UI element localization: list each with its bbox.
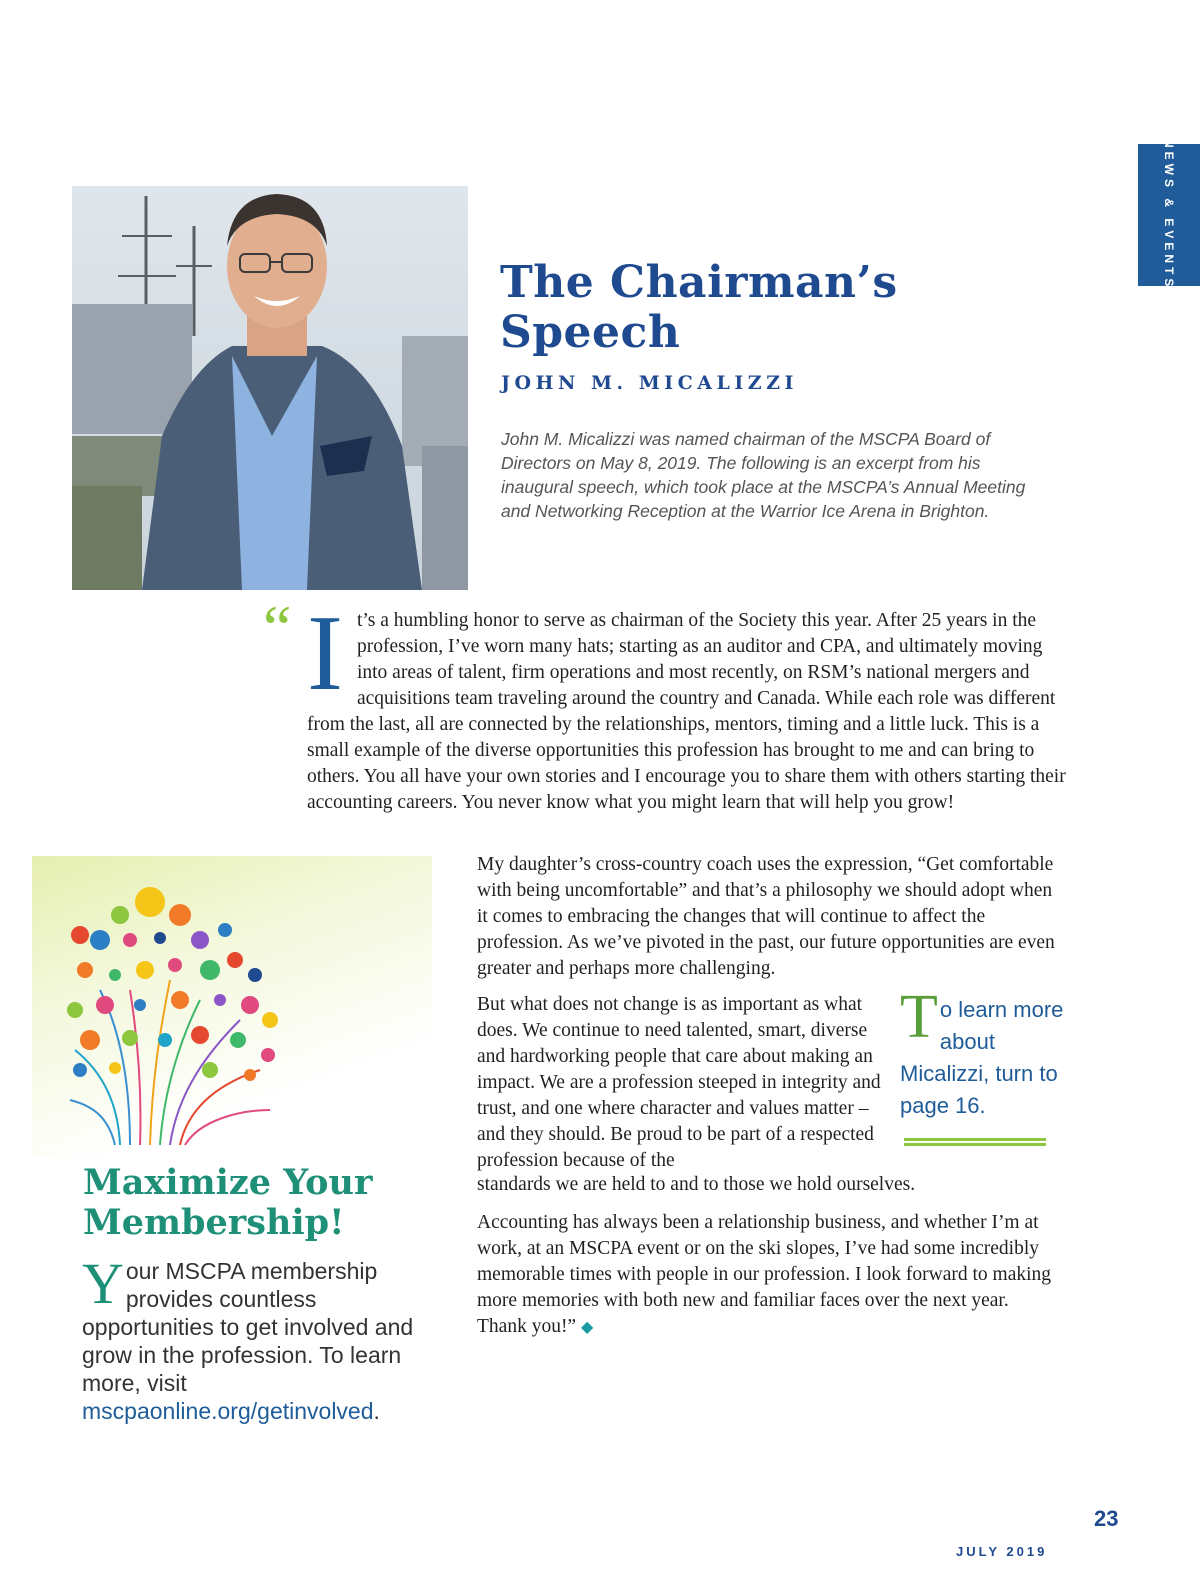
membership-text [82,1251,442,1425]
article-byline: JOHN M. MICALIZZI [501,372,798,394]
lede-text: t’s a humbling honor to serve as chairman of the Society this year. After 25 years in the profession, I’ve worn many hats; starting as an auditor and CPA, and ultimately moving into areas of talent, firm operations and most recently, on RSM’s national mergers and acquisitions team traveling around the country and Canada. While each role was different from the last, all are connected by the relationships, mentors, timing and a little luck. This is a small example of the diverse opportunities this profession has brought to me and can bring to others. You all have your own stories and I encourage you to share them with others starting their accounting careers. You never know what you might learn that will help you grow! [307,610,1066,813]
paragraph-2: My daughter’s cross-country coach uses the expression, “Get comfortable with being uncomfortable” and that’s a philosophy we should adopt when it comes to embracing the changes that will continue to affect the profession. As we’ve pivoted in the past, our future opportunities are even greater and perhaps more challenging. [477,854,1055,979]
paragraph-3-end: standards we are held to and to those we hold ourselves. [477,1174,916,1195]
membership-period: . [373,1398,380,1424]
paragraph-4-text: Accounting has always been a relationship business, and whether I’m at work, at an MSCPA event or on the ski slopes, I’ve had some incredibly memorable times with people in our profession. I look forward to making more memories with both new and familiar faces over the next year. Thank you!” [477,1212,1052,1337]
membership-body: our MSCPA membership provides countless opportunities to get involved and grow in the profession. To learn more, visit [82,1258,414,1396]
membership-link[interactable]: mscpaonline.org/getinvolved [82,1398,374,1424]
membership-title: Maximize Your Membership! [83,1162,373,1243]
article-intro: John M. Micalizzi was named chairman of the MSCPA Board of Directors on May 8, 2019. The following is an excerpt from his inaugural speech, which took place at the MSCPA’s Annual Meeting and Networking Reception at the Warrior Ice Arena in Brighton. [501,429,1026,521]
section-tab [1138,139,1200,291]
end-mark-icon: ◆ [580,1319,594,1336]
footer-date: JULY 2019 [956,1544,1048,1559]
pull-quote-initial: T [900,983,938,1051]
section-tab-label: NEWS & EVENTS [1162,139,1176,291]
pull-quote-rule [904,1138,1046,1146]
drop-cap: I [307,594,343,713]
tree-illustration [60,880,300,1150]
author-photo [72,186,468,590]
paragraph-3: But what does not change is as important as what does. We continue to need talented, smart, diverse and hardworking people that care about making an impact. We are a profession steeped in integrity and trust, and one where character and values matter – and they should. Be proud to be part of a respected profession because of the [477,994,881,1171]
page-number: 23 [1094,1506,1119,1531]
lede-paragraph [307,594,1067,816]
open-quote-mark: “ [263,592,292,663]
pull-quote [900,983,1080,1122]
membership-initial: Y [82,1251,124,1316]
article-title: The Chairman’s Speech [500,257,898,358]
paragraph-4 [477,1210,1057,1341]
pull-quote-text: o learn more about Micalizzi, turn to page 16. [900,997,1064,1118]
